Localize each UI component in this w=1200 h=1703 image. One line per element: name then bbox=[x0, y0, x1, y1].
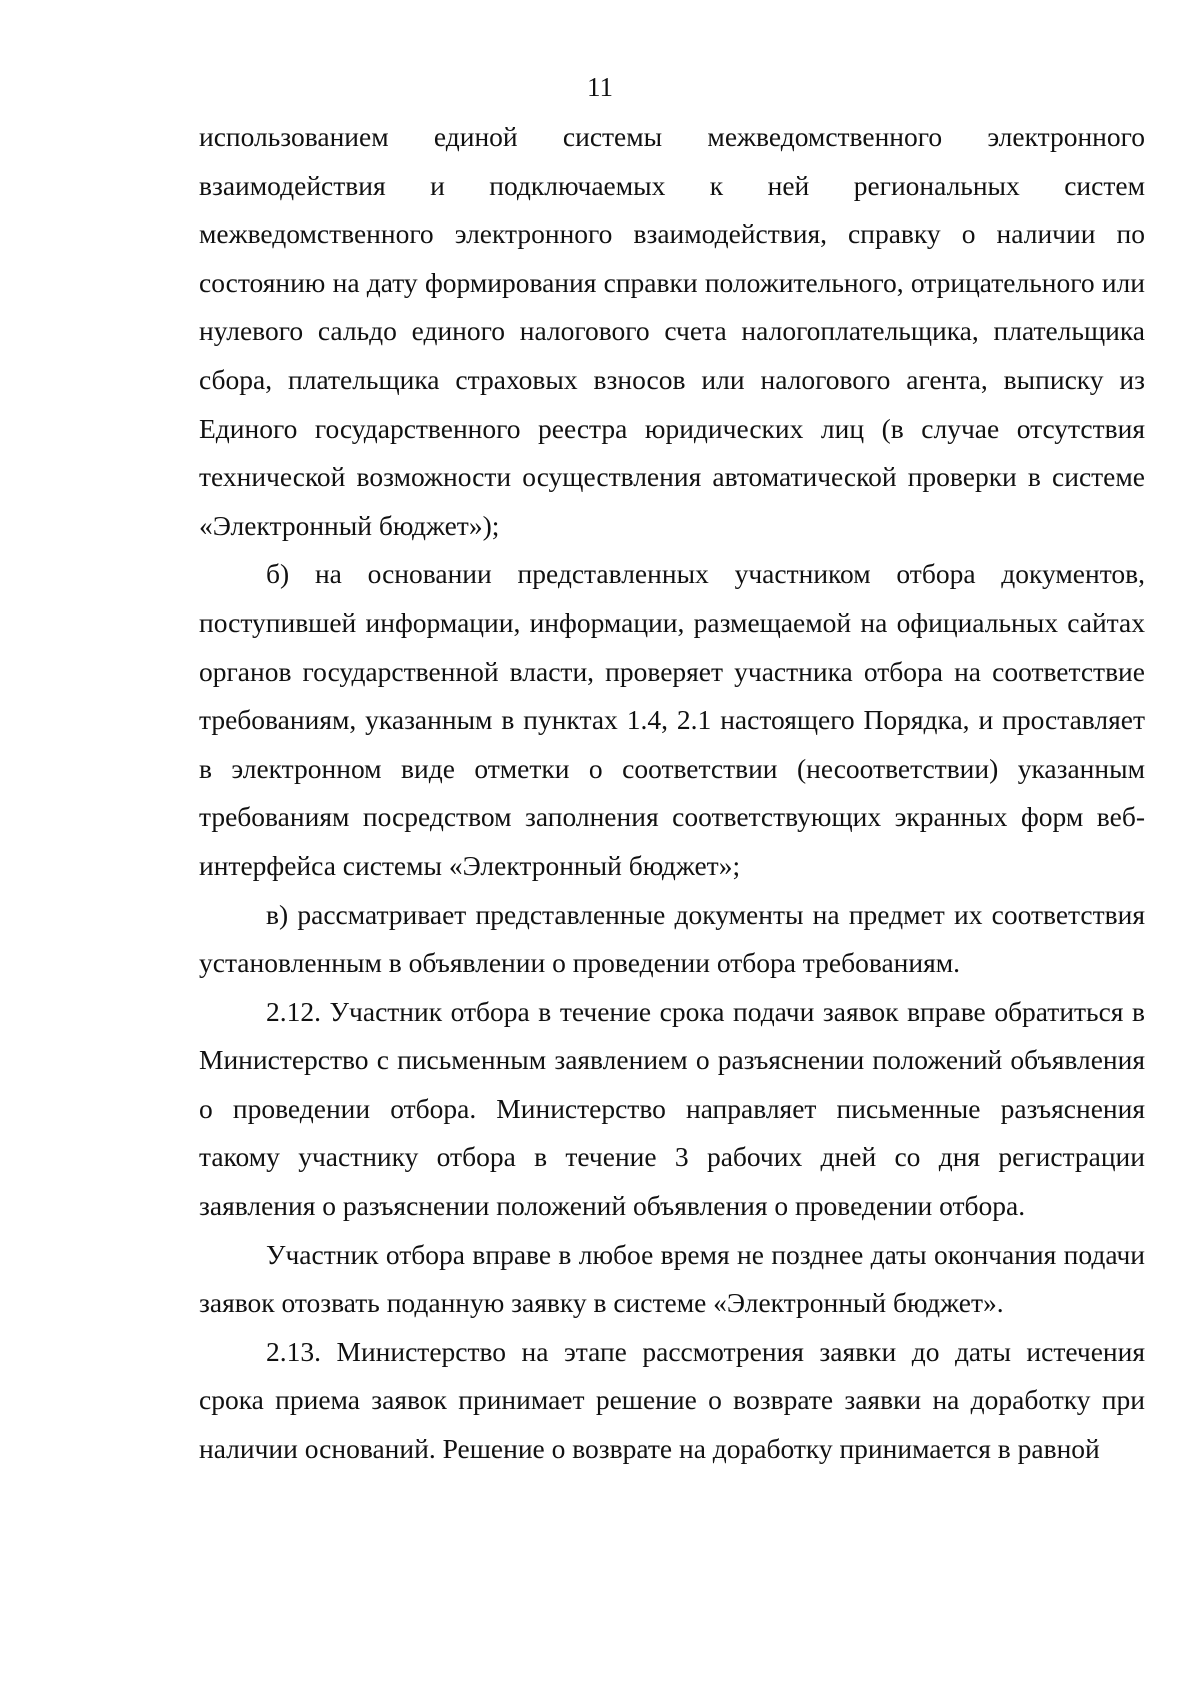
paragraph-item-b: б) на основании представленных участником отбора документов, поступившей информации, информации, размещаемой на официальных сайтах органов государственной власти, проверяет участника отбора на соответствие требованиям, указанным в пунктах 1.4, 2.1 настоящего Порядка, и проставляет в электронном виде отметки о соответствии (несоответствии) указанным требованиям посредством заполнения соответствующих экранных форм веб-интерфейса системы «Электронный бюджет»; bbox=[199, 558, 1145, 881]
page-number: 11 bbox=[587, 72, 613, 102]
paragraph-2-13: 2.13. Министерство на этапе рассмотрения заявки до даты истечения срока приема заявок принимает решение о возврате заявки на доработку при наличии оснований. Решение о возврате на доработку принимается в равной bbox=[199, 1335, 1145, 1465]
paragraph-2-12: 2.12. Участник отбора в течение срока подачи заявок вправе обратиться в Министерство с письменным заявлением о разъяснении положений объявления о проведении отбора. Министерство направляет письменные разъяснения такому участнику отбора в течение 3 рабочих дней со дня регистрации заявления о разъяснении положений объявления о проведении отбора. bbox=[199, 995, 1145, 1222]
document-body bbox=[199, 113, 1145, 1474]
paragraph-continuation: использованием единой системы межведомственного электронного взаимодействия и подключаемых к ней региональных систем межведомственного электронного взаимодействия, справку о наличии по состоянию на дату формирования справки положительного, отрицательного или нулевого сальдо единого налогового счета налогоплательщика, плательщика сбора, плательщика страховых взносов или налогового агента, выписку из Единого государственного реестра юридических лиц (в случае отсутствия технической возможности осуществления автоматической проверки в системе «Электронный бюджет»); bbox=[199, 121, 1145, 541]
paragraph-withdrawal: Участник отбора вправе в любое время не позднее даты окончания подачи заявок отозвать поданную заявку в системе «Электронный бюджет». bbox=[199, 1238, 1145, 1319]
paragraph-item-v: в) рассматривает представленные документы на предмет их соответствия установленным в объявлении о проведении отбора требованиям. bbox=[199, 898, 1145, 979]
